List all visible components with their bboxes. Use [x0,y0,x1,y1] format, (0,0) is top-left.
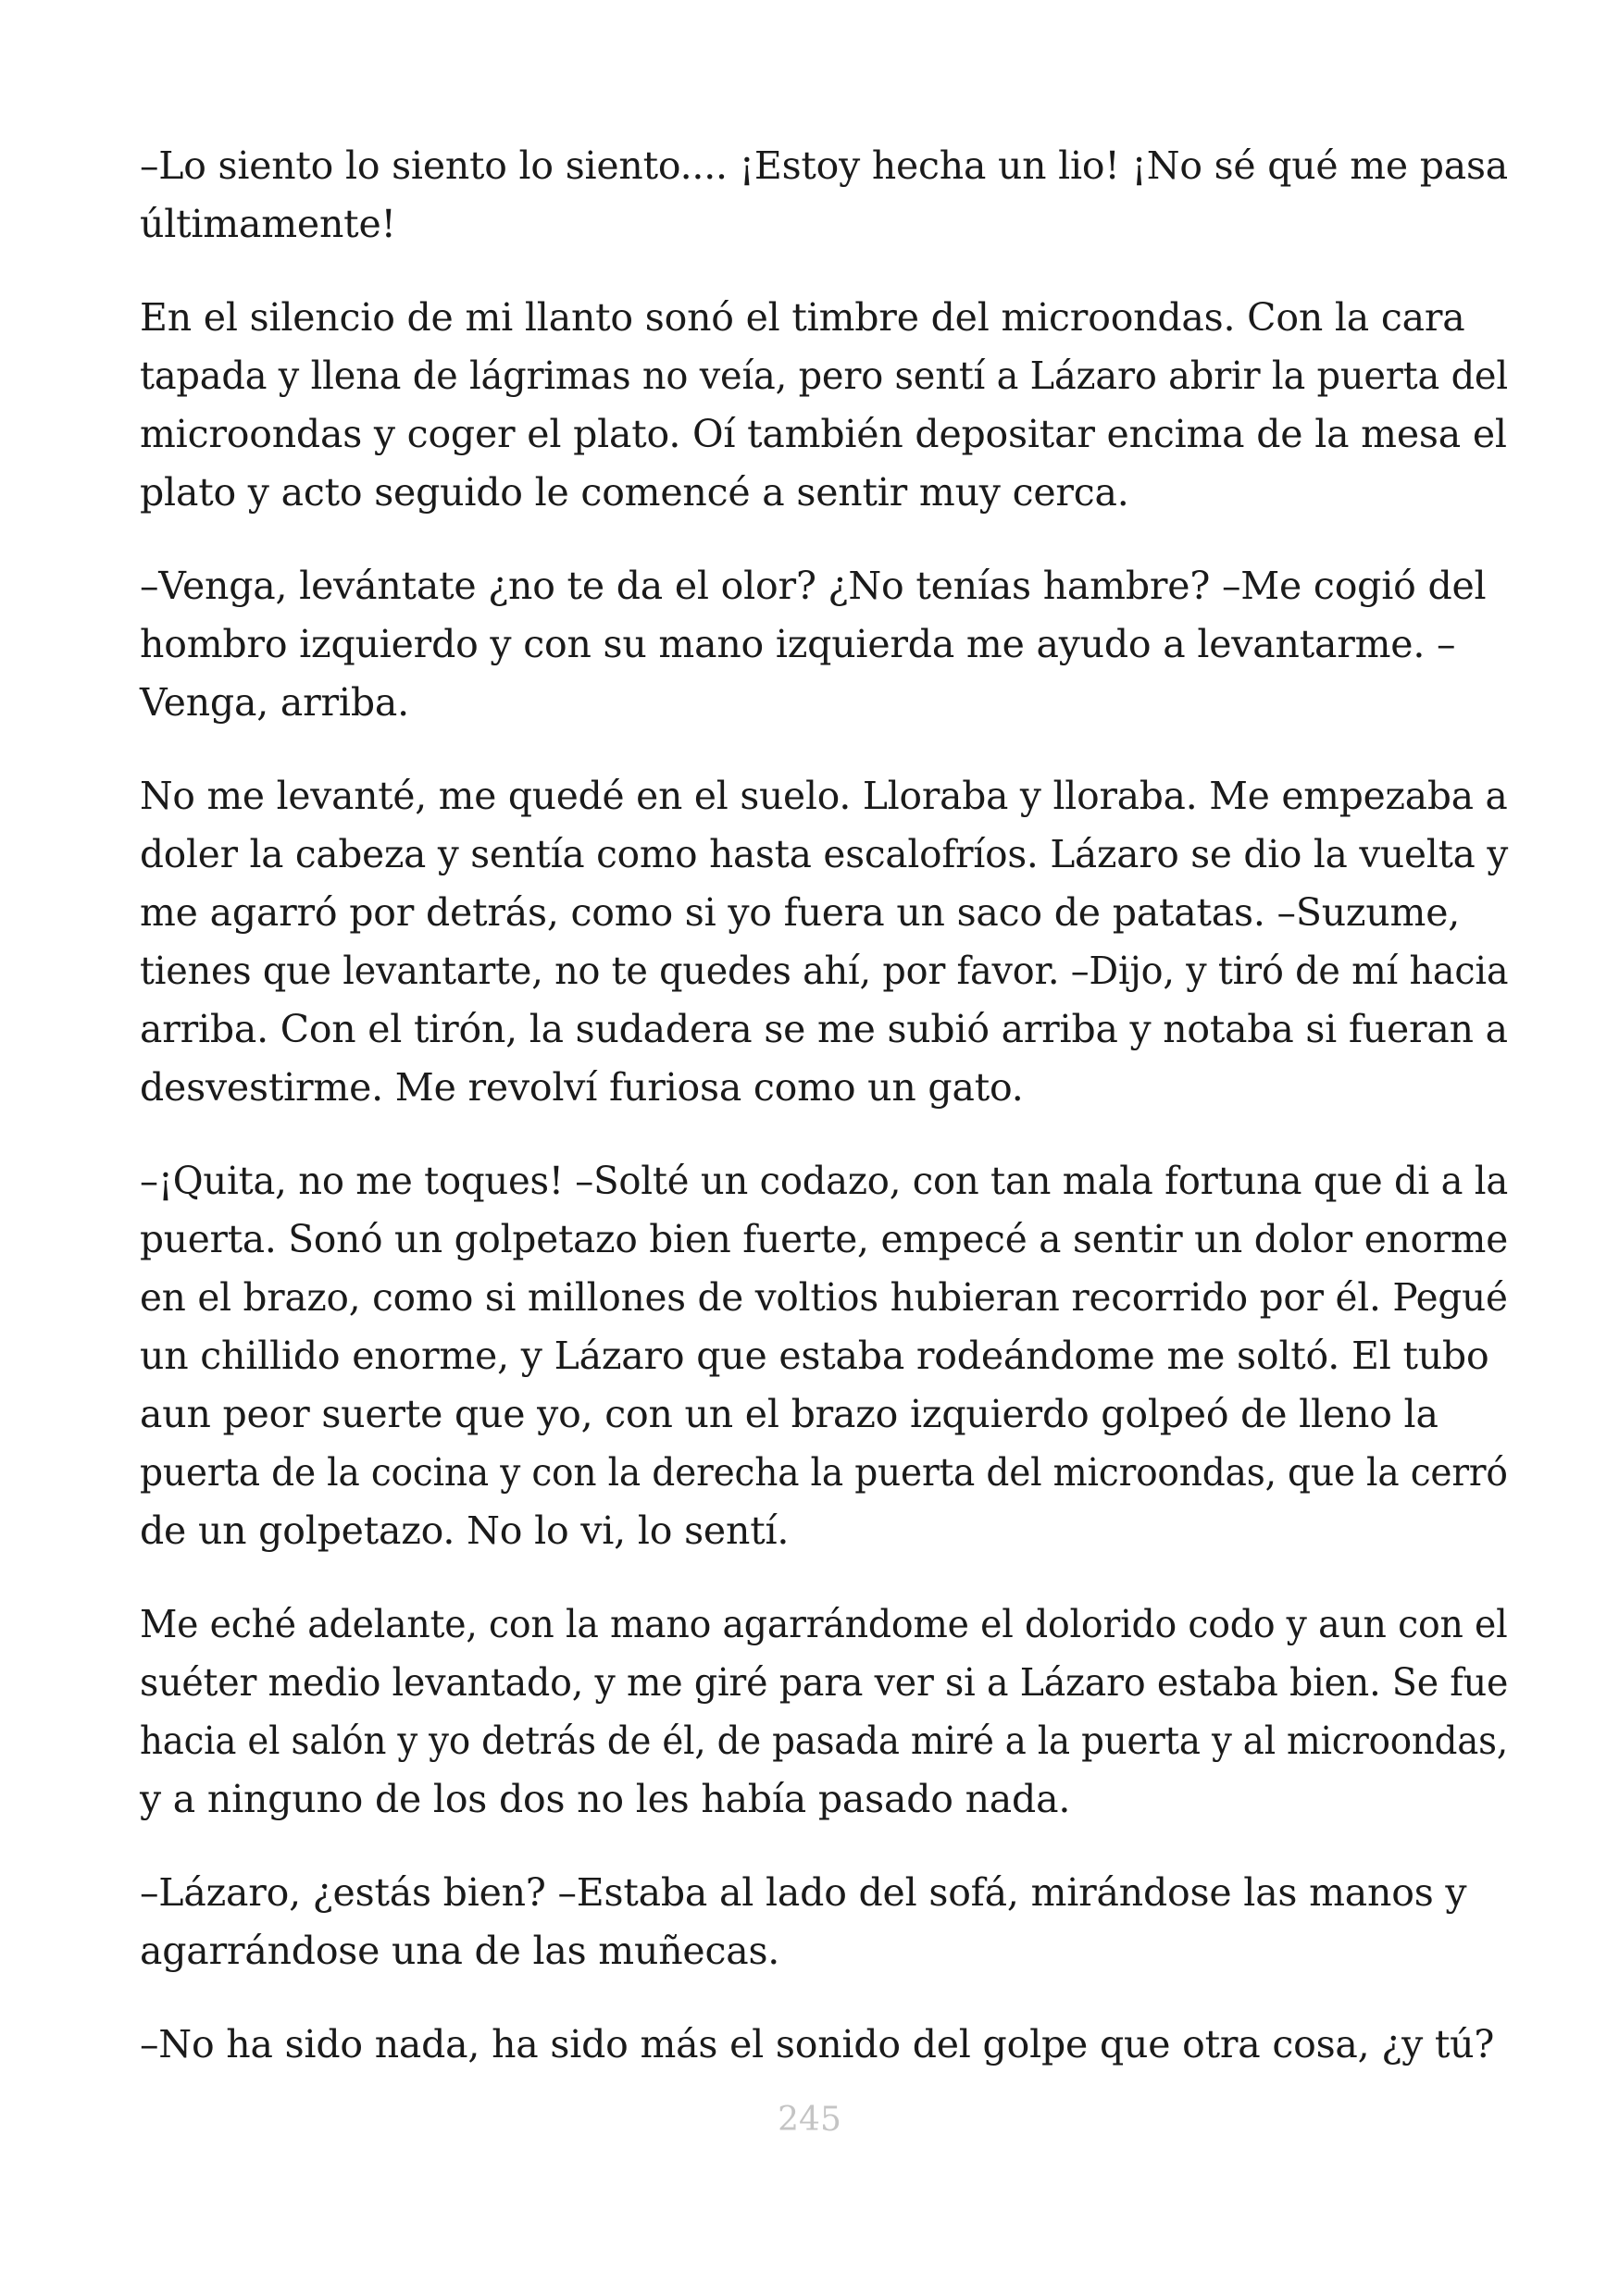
text-line: plato y acto seguido le comencé a sentir muy cerca. [140,470,1129,515]
text-line: en el brazo, como si millones de voltios hubieran recorrido por él. Pegué [140,1275,1508,1320]
text-line: –¡Quita, no me toques! –Solté un codazo, con tan mala fortuna que di a la [140,1159,1509,1203]
text-line: me agarró por detrás, como si yo fuera un saco de patatas. –Suzume, [140,890,1461,935]
text-line: doler la cabeza y sentía como hasta escalofríos. Lázaro se dio la vuelta y [140,832,1509,876]
text-line: arriba. Con el tirón, la sudadera se me subió arriba y notaba si fueran a [140,1007,1508,1051]
paragraph [140,289,1508,522]
text-line: –Venga, levántate ¿no te da el olor? ¿No tenías hambre? –Me cogió del [140,564,1487,608]
text-line: hombro izquierdo y con su mano izquierda me ayudo a levantarme. – [140,622,1456,666]
text-line: No me levanté, me quedé en el suelo. Lloraba y lloraba. Me empezaba a [140,774,1508,818]
text-line: y a ninguno de los dos no les había pasado nada. [140,1777,1071,1821]
paragraph [140,557,1508,732]
text-line: desvestirme. Me revolví furiosa como un gato. [140,1065,1024,1110]
text-line: de un golpetazo. No lo vi, lo sentí. [140,1508,790,1553]
paragraph [140,1864,1508,1980]
page-number: 245 [778,2101,841,2139]
text-line: puerta. Sonó un golpetazo bien fuerte, empecé a sentir un dolor enorme [140,1217,1509,1261]
text-line: Me eché adelante, con la mano agarrándome el dolorido codo y aun con el [140,1602,1508,1646]
text-line: En el silencio de mi llanto sonó el timbre del microondas. Con la cara [140,295,1465,340]
text-line: tapada y llena de lágrimas no veía, pero sentí a Lázaro abrir la puerta del [140,354,1508,398]
text-line: –Lázaro, ¿estás bien? –Estaba al lado del sofá, mirándose las manos y [140,1870,1467,1915]
text-line: –No ha sido nada, ha sido más el sonido del golpe que otra cosa, ¿y tú? [140,2022,1495,2066]
text-line: –Lo siento lo siento lo siento.... ¡Estoy hecha un lio! ¡No sé qué me pasa [140,143,1508,188]
text-line: hacia el salón y yo detrás de él, de pasada miré a la puerta y al microondas, [140,1719,1509,1763]
paragraph [140,1152,1508,1560]
paragraph [140,137,1508,254]
text-line: últimamente! [140,202,396,246]
text-line: puerta de la cocina y con la derecha la puerta del microondas, que la cerró [140,1450,1508,1495]
text-line: agarrándose una de las muñecas. [140,1929,780,1973]
text-line: un chillido enorme, y Lázaro que estaba rodeándome me soltó. El tubo [140,1334,1489,1378]
paragraph [140,767,1508,1117]
text-line: suéter medio levantado, y me giré para ver si a Lázaro estaba bien. Se fue [140,1660,1509,1705]
text-line: tienes que levantarte, no te quedes ahí, por favor. –Dijo, y tiró de mí hacia [140,949,1509,993]
paragraph [140,2016,1508,2074]
text-line: aun peor suerte que yo, con un el brazo izquierdo golpeó de lleno la [140,1392,1438,1436]
text-line: Venga, arriba. [140,680,409,725]
body-text [140,137,1508,2109]
paragraph [140,1595,1508,1829]
text-line: microondas y coger el plato. Oí también depositar encima de la mesa el [140,412,1507,456]
